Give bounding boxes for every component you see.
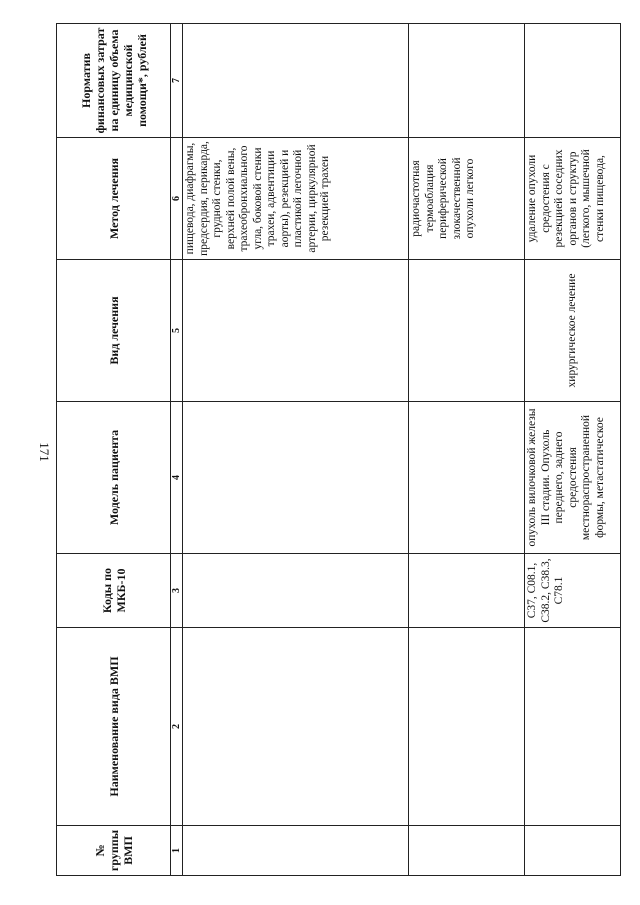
cell-vmp-name — [183, 628, 409, 826]
column-number: 4 — [171, 402, 183, 554]
cell-vmp-name — [525, 628, 621, 826]
cell-codes — [409, 554, 525, 628]
header-group-number: № группы ВМП — [57, 826, 171, 876]
cell-method: радиочастотная термоаблация периферической злокачественной опухоли легкого — [409, 138, 525, 260]
header-row — [57, 24, 171, 876]
cell-model — [409, 402, 525, 554]
cell-cost — [525, 24, 621, 138]
column-number: 5 — [171, 260, 183, 402]
column-number: 2 — [171, 628, 183, 826]
cell-cost — [183, 24, 409, 138]
cell-cost — [409, 24, 525, 138]
rotated-table-wrapper — [56, 24, 620, 876]
vmp-table — [56, 23, 621, 876]
table-row — [183, 24, 409, 876]
cell-treatment — [183, 260, 409, 402]
column-number: 6 — [171, 138, 183, 260]
cell-method: пищевода, диафрагмы, предсердия, перикарда, грудной стенки, верхней полой вены, трахеобронхиального угла, боковой стенки трахеи, адвентиции аорты), резекцией и пластикой легочной артерии, циркулярной резекцией трахеи — [183, 138, 409, 260]
column-number: 7 — [171, 24, 183, 138]
column-numbers-row — [171, 24, 183, 876]
column-number: 3 — [171, 554, 183, 628]
rotated-page — [56, 24, 620, 876]
table-row — [525, 24, 621, 876]
cell-group — [525, 826, 621, 876]
cell-treatment: хирургическое лечение — [525, 260, 621, 402]
page-number: 171 — [37, 442, 52, 462]
table-row — [409, 24, 525, 876]
header-cost-norm: Норматив финансовых затрат на единицу объема медицинской помощи*, рублей — [57, 24, 171, 138]
cell-method: удаление опухоли средостения с резекцией соседних органов и структур (легкого, мышечной стенки пищевода, — [525, 138, 621, 260]
cell-codes: C37, C08.1, C38.2, C38.3, C78.1 — [525, 554, 621, 628]
cell-codes — [183, 554, 409, 628]
column-number: 1 — [171, 826, 183, 876]
cell-group — [183, 826, 409, 876]
cell-model: опухоль вилочковой железы III стадии. Опухоль переднего, заднего средостения местнораспространенной формы, метастатическое — [525, 402, 621, 554]
header-treatment-type: Вид лечения — [57, 260, 171, 402]
cell-model — [183, 402, 409, 554]
cell-vmp-name — [409, 628, 525, 826]
header-patient-model: Модель пациента — [57, 402, 171, 554]
header-treatment-method: Метод лечения — [57, 138, 171, 260]
header-vmp-name: Наименование вида ВМП — [57, 628, 171, 826]
cell-treatment — [409, 260, 525, 402]
header-icd-codes: Коды по МКБ-10 — [57, 554, 171, 628]
cell-group — [409, 826, 525, 876]
